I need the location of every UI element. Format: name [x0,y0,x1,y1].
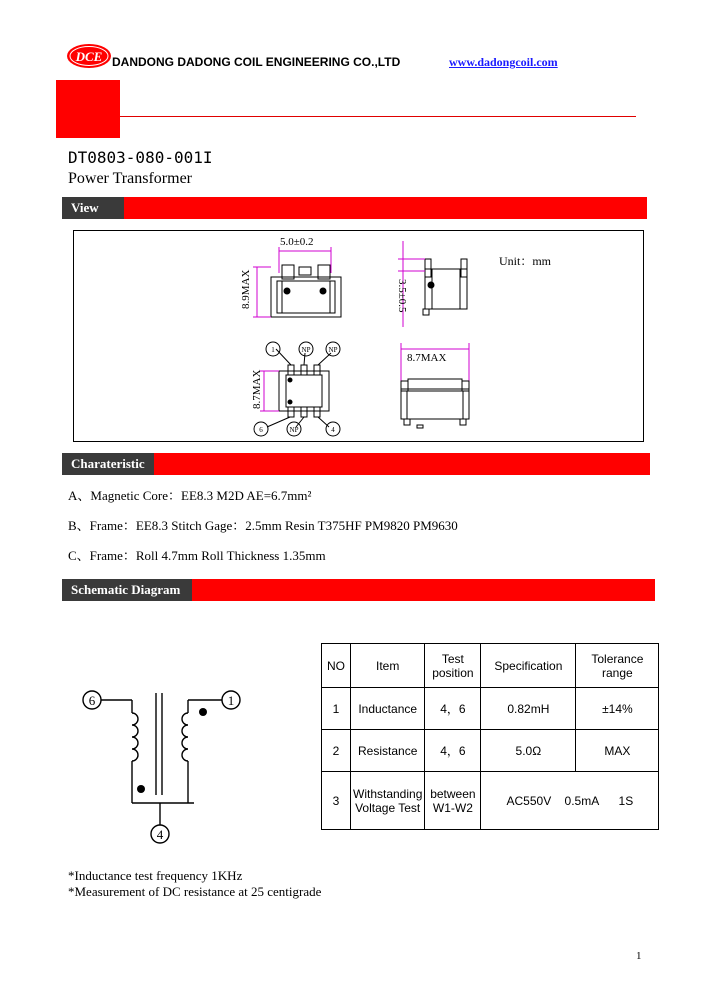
pin-np-top-2-label: NP [328,346,338,354]
row-item: Resistance [351,730,425,772]
terminal-6-label: 6 [88,693,96,708]
schematic-section-bar [62,579,655,601]
pin-6-label: 6 [259,426,263,434]
row-no: 2 [322,730,351,772]
characteristic-line-c: C、Frame：Roll 4.7mm Roll Thickness 1.35mm [68,548,326,563]
col-spec-header: Specification [481,644,576,688]
product-name: Power Transformer [68,170,192,187]
view-section-title: View [62,197,124,219]
dim-depth-label: 8.7MAX [407,352,447,364]
row-spec: 0.82mH [481,688,576,730]
unit-label: Unit：mm [499,254,552,268]
winding-dot-primary [137,785,145,793]
col-item-header: Item [351,644,425,688]
header-rule [120,116,636,117]
spec-table [321,643,659,830]
pin-4-label: 4 [331,426,335,434]
view-drawing-frame [73,230,644,442]
terminal-1-label: 1 [227,693,235,708]
page-number: 1 [636,950,642,962]
row-item: Inductance [351,688,425,730]
row-no: 1 [322,688,351,730]
dim-bottom-side-label: 8.7MAX [251,369,263,409]
dim-pin-label: 3.5±0.5 [396,279,408,313]
dim-width-label: 5.0±0.2 [280,236,314,248]
logo-text: DCE [75,49,103,64]
website-link[interactable]: www.dadongcoil.com [449,55,558,69]
row-position: 4，6 [425,730,481,772]
company-name: DANDONG DADONG COIL ENGINEERING CO.,LTD [112,55,401,69]
company-logo [66,43,112,69]
front-view [253,247,341,317]
dim-height-label: 8.9MAX [240,269,252,309]
characteristic-line-a: A、Magnetic Core：EE8.3 M2D AE=6.7mm² [68,488,312,503]
pin-np-bottom-label: NP [289,426,299,434]
table-row [322,730,659,772]
row-item: Withstanding Voltage Test [351,772,425,830]
part-number: DT0803-080-001I [68,148,213,167]
col-tolerance-header: Tolerance range [576,644,659,688]
characteristic-section-title: Charateristic [62,453,154,475]
table-row [322,772,659,830]
table-header-row [322,644,659,688]
row-no: 3 [322,772,351,830]
winding-dot-secondary [199,708,207,716]
schematic-section-title: Schematic Diagram [62,579,192,601]
col-no-header: NO [322,644,351,688]
row-position: 4，6 [425,688,481,730]
row-position: between W1-W2 [425,772,481,830]
pin-1-label: 1 [271,346,275,354]
row-tolerance: MAX [576,730,659,772]
characteristic-section-bar [62,453,650,475]
view-section-bar [62,197,647,219]
pin-np-top-1-label: NP [301,346,311,354]
row-spec: AC550V 0.5mA 1S [481,772,659,830]
transformer-schematic [80,685,260,845]
terminal-4-label: 4 [156,827,164,842]
table-row [322,688,659,730]
characteristic-line-b: B、Frame：EE8.3 Stitch Gage：2.5mm Resin T375HF PM9820 PM9630 [68,518,458,533]
row-spec: 5.0Ω [481,730,576,772]
bottom-view [254,342,340,436]
mechanical-drawing [74,231,645,443]
col-position-header: Test position [425,644,481,688]
header-red-block [56,80,120,138]
note-inductance: *Inductance test frequency 1KHz [68,868,243,883]
note-resistance: *Measurement of DC resistance at 25 centigrade [68,884,322,899]
row-tolerance: ±14% [576,688,659,730]
